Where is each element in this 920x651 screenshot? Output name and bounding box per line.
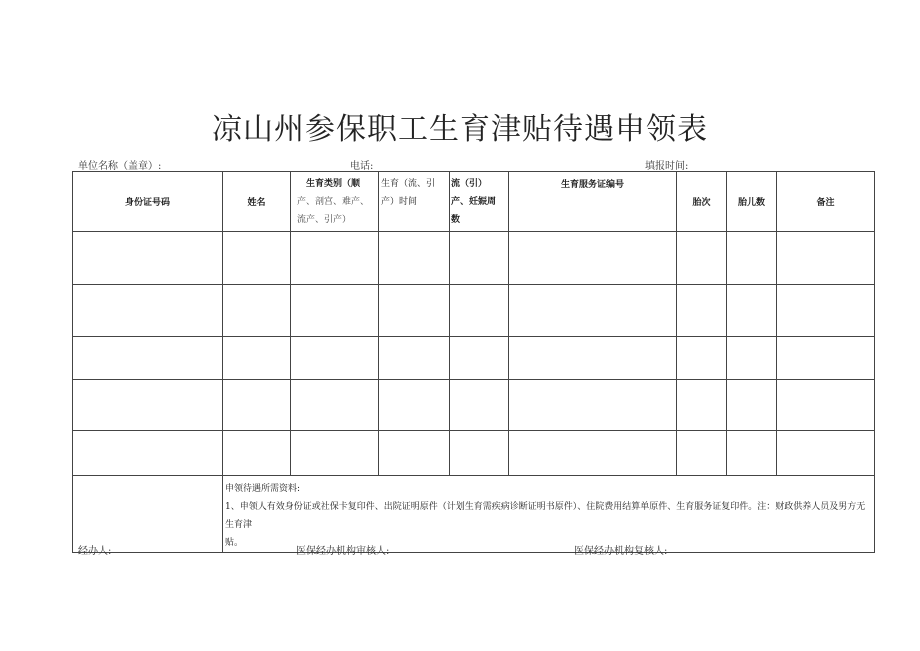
cell-babies[interactable] bbox=[727, 337, 777, 380]
header-birth-time-line1: 生育（流、引 bbox=[381, 179, 436, 189]
header-birth-type bbox=[291, 172, 379, 232]
cell-service-cert[interactable] bbox=[509, 232, 677, 285]
cell-remarks[interactable] bbox=[777, 431, 875, 476]
cell-name[interactable] bbox=[223, 337, 291, 380]
cell-name[interactable] bbox=[223, 285, 291, 337]
notes-item-1-line2: 贴。 bbox=[225, 538, 244, 548]
cell-service-cert[interactable] bbox=[509, 285, 677, 337]
cell-weeks[interactable] bbox=[450, 380, 509, 431]
header-row bbox=[73, 172, 875, 232]
fill-time-label: 填报时间: bbox=[645, 161, 689, 172]
cell-service-cert[interactable] bbox=[509, 337, 677, 380]
notes-item-1-line1: 1、申领人有效身份证或社保卡复印件、出院证明原件（计划生育需疾病诊断证明书原件）、住院费用结算单原件、生育服务证复印件。注：财政供养人员及男方无生育津 bbox=[225, 502, 866, 530]
cell-birth-type[interactable] bbox=[291, 337, 379, 380]
header-weeks-line2: 产、妊娠周 bbox=[451, 197, 497, 207]
handler-label: 经办人: bbox=[78, 546, 112, 557]
cell-parity[interactable] bbox=[677, 337, 727, 380]
cell-remarks[interactable] bbox=[777, 285, 875, 337]
notes-row bbox=[73, 476, 875, 553]
cell-name[interactable] bbox=[223, 431, 291, 476]
cell-weeks[interactable] bbox=[450, 431, 509, 476]
form-title: 凉山州参保职工生育津贴待遇申领表 bbox=[212, 112, 708, 147]
header-parity: 胎次 bbox=[677, 172, 727, 232]
cell-id-number[interactable] bbox=[73, 431, 223, 476]
cell-babies[interactable] bbox=[727, 285, 777, 337]
cell-babies[interactable] bbox=[727, 232, 777, 285]
table-row bbox=[73, 232, 875, 285]
cell-service-cert[interactable] bbox=[509, 431, 677, 476]
cell-parity[interactable] bbox=[677, 232, 727, 285]
cell-birth-type[interactable] bbox=[291, 431, 379, 476]
header-birth-time bbox=[379, 172, 450, 232]
cell-id-number[interactable] bbox=[73, 337, 223, 380]
cell-birth-type[interactable] bbox=[291, 285, 379, 337]
cell-babies[interactable] bbox=[727, 431, 777, 476]
cell-service-cert[interactable] bbox=[509, 380, 677, 431]
cell-remarks[interactable] bbox=[777, 232, 875, 285]
header-weeks-line3: 数 bbox=[451, 215, 461, 225]
cell-parity[interactable] bbox=[677, 285, 727, 337]
header-weeks-line1: 流（引） bbox=[451, 179, 488, 189]
table-row bbox=[73, 380, 875, 431]
cell-weeks[interactable] bbox=[450, 285, 509, 337]
cell-birth-time[interactable] bbox=[379, 380, 450, 431]
cell-birth-time[interactable] bbox=[379, 431, 450, 476]
header-id-number: 身份证号码 bbox=[73, 172, 223, 232]
unit-name-label: 单位名称（盖章）: bbox=[78, 161, 162, 172]
cell-name[interactable] bbox=[223, 232, 291, 285]
cell-id-number[interactable] bbox=[73, 285, 223, 337]
cell-remarks[interactable] bbox=[777, 337, 875, 380]
required-materials-notes bbox=[223, 476, 875, 553]
header-birth-type-line1: 生育类别（顺 bbox=[306, 179, 361, 189]
table-row bbox=[73, 431, 875, 476]
reviewer-label: 医保经办机构审核人: bbox=[296, 546, 390, 557]
header-remarks: 备注 bbox=[777, 172, 875, 232]
header-birth-time-line2: 产）时间 bbox=[381, 197, 418, 207]
cell-birth-type[interactable] bbox=[291, 380, 379, 431]
application-form-table bbox=[72, 171, 875, 553]
table-row bbox=[73, 337, 875, 380]
header-service-cert: 生育服务证编号 bbox=[509, 172, 677, 232]
cell-id-number[interactable] bbox=[73, 232, 223, 285]
cell-parity[interactable] bbox=[677, 431, 727, 476]
header-pregnancy-weeks bbox=[450, 172, 509, 232]
cell-weeks[interactable] bbox=[450, 232, 509, 285]
cell-birth-type[interactable] bbox=[291, 232, 379, 285]
header-name: 姓名 bbox=[223, 172, 291, 232]
cell-birth-time[interactable] bbox=[379, 285, 450, 337]
cell-remarks[interactable] bbox=[777, 380, 875, 431]
header-birth-type-line3: 流产、引产） bbox=[297, 215, 352, 225]
cell-id-number[interactable] bbox=[73, 380, 223, 431]
notes-heading: 申领待遇所需资料: bbox=[225, 484, 301, 494]
header-babies: 胎儿数 bbox=[727, 172, 777, 232]
notes-blank-cell bbox=[73, 476, 223, 553]
cell-babies[interactable] bbox=[727, 380, 777, 431]
cell-birth-time[interactable] bbox=[379, 337, 450, 380]
header-birth-type-line2: 产、剖宫、难产、 bbox=[297, 197, 370, 207]
cell-weeks[interactable] bbox=[450, 337, 509, 380]
rechecker-label: 医保经办机构复核人: bbox=[574, 546, 668, 557]
cell-name[interactable] bbox=[223, 380, 291, 431]
cell-birth-time[interactable] bbox=[379, 232, 450, 285]
table-row bbox=[73, 285, 875, 337]
cell-parity[interactable] bbox=[677, 380, 727, 431]
phone-label: 电话: bbox=[350, 161, 374, 172]
